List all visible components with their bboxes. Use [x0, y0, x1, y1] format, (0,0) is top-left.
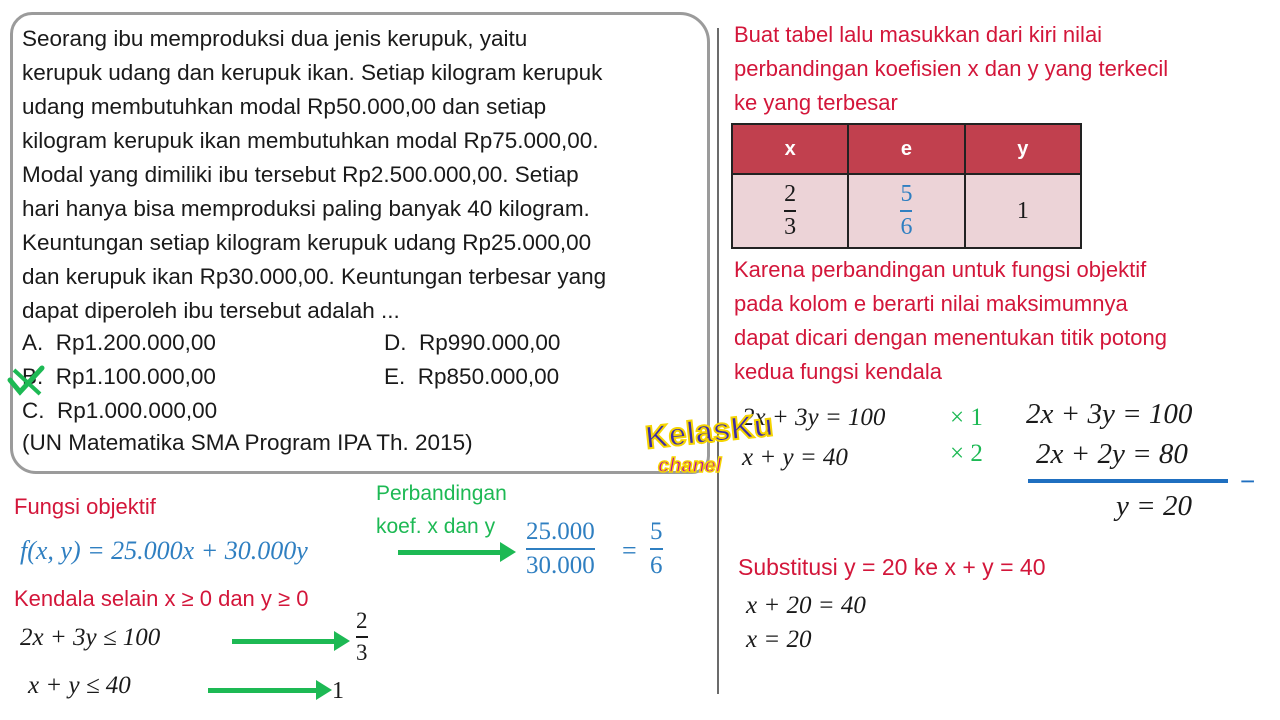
explanation-line: Karena perbandingan untuk fungsi objektif — [734, 257, 1147, 282]
problem-source: (UN Matematika SMA Program IPA Th. 2015) — [22, 430, 473, 455]
option-text: Rp1.100.000,00 — [55, 364, 216, 389]
equation-2: x + y = 40 — [742, 444, 848, 471]
equals-sign: = — [622, 536, 637, 565]
problem-line: udang membutuhkan modal Rp50.000,00 dan setiap — [22, 94, 547, 119]
arrow-icon — [398, 550, 502, 555]
table-header-row — [732, 124, 1081, 174]
problem-line: Modal yang dimiliki ibu tersebut Rp2.500.000,00. Setiap — [22, 162, 579, 187]
option-letter: A. — [22, 330, 44, 355]
problem-line: hari hanya bisa memproduksi paling banyak 40 kilogram. — [22, 196, 590, 221]
table-cell — [732, 174, 848, 248]
objective-label: Fungsi objektif — [14, 494, 156, 519]
problem-line: kilogram kerupuk ikan membutuhkan modal Rp75.000,00. — [22, 128, 599, 153]
explanation-line: dapat dicari dengan menentukan titik potong — [734, 325, 1167, 350]
ratio-result — [650, 518, 663, 580]
fraction-numerator: 2 — [356, 608, 368, 633]
elimination-eq-2: 2x + 2y = 80 — [1036, 438, 1188, 470]
option-e — [384, 364, 559, 390]
cell-fraction — [900, 181, 912, 241]
ratio-fraction — [526, 518, 595, 580]
option-letter: B. — [22, 364, 44, 389]
option-c — [22, 398, 217, 424]
objective-function: f(x, y) = 25.000x + 30.000y — [20, 536, 308, 565]
table-cell — [965, 174, 1081, 248]
fraction-denominator: 30.000 — [526, 552, 595, 579]
fraction-denominator: 6 — [650, 552, 663, 579]
fraction-bar — [784, 210, 796, 212]
fraction-numerator: 25.000 — [526, 518, 595, 545]
cell-value: 1 — [1016, 197, 1029, 224]
minus-sign: − — [1240, 466, 1256, 496]
explanation — [734, 253, 1167, 389]
check-mark-icon — [6, 364, 46, 398]
cell-fraction — [784, 181, 796, 241]
ratio-table — [731, 123, 1082, 249]
ratio-label-1: Perbandingan — [376, 482, 507, 505]
instruction-line: ke yang terbesar — [734, 90, 898, 115]
instruction-line: Buat tabel lalu masukkan dari kiri nilai — [734, 22, 1103, 47]
table-header: e — [848, 124, 964, 174]
fraction-bar — [356, 636, 368, 638]
fraction-bar — [526, 548, 595, 550]
arrow-icon — [232, 639, 336, 644]
problem-text — [22, 22, 700, 328]
constraint-2: x + y ≤ 40 — [28, 672, 131, 699]
logo-text-line-1: KelasKu — [643, 406, 775, 456]
fraction-denominator: 3 — [356, 640, 368, 665]
problem-line: Keuntungan setiap kilogram kerupuk udang Rp25.000,00 — [22, 230, 592, 255]
option-letter: E. — [384, 364, 406, 389]
constraint-1: 2x + 3y ≤ 100 — [20, 624, 161, 651]
elimination-eq-1: 2x + 3y = 100 — [1026, 398, 1193, 430]
constraint-2-ratio: 1 — [332, 678, 344, 704]
subtraction-line — [1028, 479, 1228, 483]
constraint-1-ratio — [356, 608, 368, 666]
explanation-line: pada kolom e berarti nilai maksimumnya — [734, 291, 1128, 316]
option-text: Rp1.000.000,00 — [57, 398, 218, 423]
kelasku-logo — [640, 400, 775, 480]
problem-line: dapat diperoleh ibu tersebut adalah ... — [22, 298, 400, 323]
explanation-line: kedua fungsi kendala — [734, 359, 942, 384]
option-text: Rp990.000,00 — [419, 330, 561, 355]
problem-line: kerupuk udang dan kerupuk ikan. Setiap kilogram kerupuk — [22, 60, 603, 85]
table-row — [732, 174, 1081, 248]
fraction-denominator: 3 — [784, 214, 797, 240]
constraint-label: Kendala selain x ≥ 0 dan y ≥ 0 — [14, 586, 309, 611]
problem-line: Seorang ibu memproduksi dua jenis kerupuk, yaitu — [22, 26, 528, 51]
table-header: x — [732, 124, 848, 174]
logo-text-line-2: chanel — [658, 455, 722, 477]
option-text: Rp1.200.000,00 — [55, 330, 216, 355]
fraction-bar — [900, 210, 912, 212]
option-d — [384, 330, 560, 356]
substitution-label: Substitusi y = 20 ke x + y = 40 — [738, 554, 1046, 580]
vertical-divider — [717, 28, 719, 694]
substitution-step-1: x + 20 = 40 — [746, 592, 866, 619]
ratio-label-2: koef. x dan y — [376, 515, 496, 538]
option-letter: D. — [384, 330, 407, 355]
fraction-bar — [650, 548, 663, 550]
fraction-numerator: 2 — [784, 181, 797, 207]
arrow-icon — [208, 688, 318, 693]
option-a — [22, 330, 216, 356]
table-cell — [848, 174, 964, 248]
instruction-line: perbandingan koefisien x dan y yang terkecil — [734, 56, 1169, 81]
elimination-result: y = 20 — [1116, 490, 1192, 522]
substitution-step-2: x = 20 — [746, 626, 812, 653]
equation-1: 2x + 3y = 100 — [742, 404, 886, 431]
option-b — [22, 364, 216, 390]
table-instruction — [734, 18, 1168, 120]
option-text: Rp850.000,00 — [417, 364, 560, 389]
fraction-numerator: 5 — [900, 181, 913, 207]
multiplier-1: × 1 — [950, 404, 983, 431]
fraction-denominator: 6 — [900, 214, 913, 240]
table-header: y — [965, 124, 1081, 174]
problem-line: dan kerupuk ikan Rp30.000,00. Keuntungan terbesar yang — [22, 264, 607, 289]
option-letter: C. — [22, 398, 45, 423]
multiplier-2: × 2 — [950, 440, 983, 467]
fraction-numerator: 5 — [650, 518, 663, 545]
